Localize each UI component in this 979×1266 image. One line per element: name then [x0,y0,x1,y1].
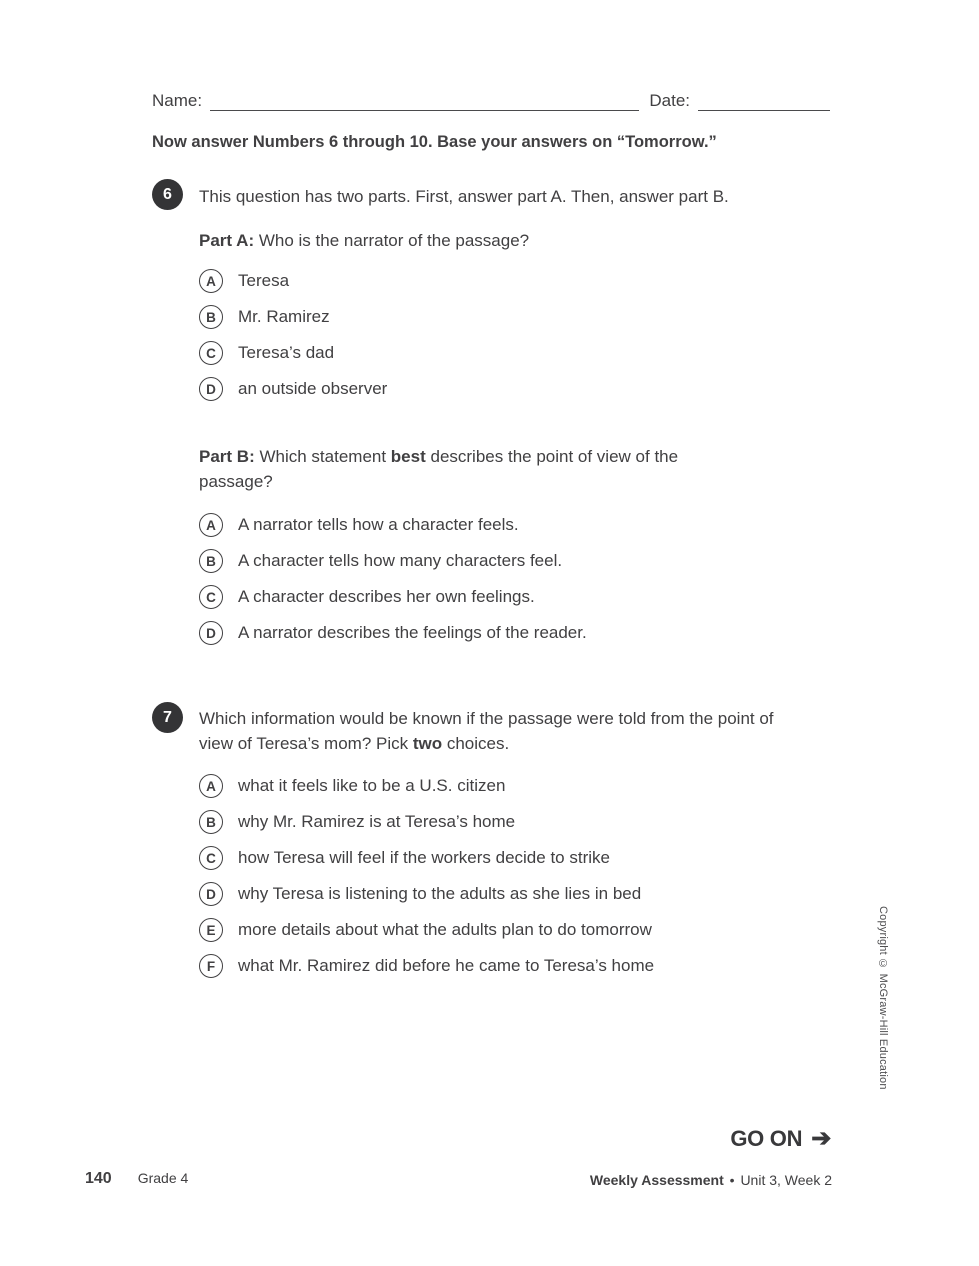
option-text-b: why Mr. Ramirez is at Teresa’s home [238,812,516,831]
option-text-b: A character tells how many characters feel. [238,551,563,570]
option-bubble-b[interactable]: B [199,305,223,329]
option-row-b [199,299,387,335]
directions-text: Now answer Numbers 6 through 10. Base your answers on “Tomorrow.” [152,133,717,151]
q7-options [199,768,654,984]
go-on-label: GO ON [730,1126,803,1151]
option-row-b [199,543,587,579]
page-number: 140 [85,1170,112,1187]
option-text-e: more details about what the adults plan to do tomorrow [238,920,652,939]
name-label: Name: [152,91,203,110]
option-text-d: why Teresa is listening to the adults as she lies in bed [238,884,642,903]
option-bubble-e[interactable]: E [199,918,223,942]
option-bubble-d[interactable]: D [199,882,223,906]
option-row-d [199,876,654,912]
question-7-prompt [199,702,811,756]
date-input-line[interactable] [698,92,830,111]
option-bubble-c[interactable]: C [199,341,223,365]
question-6-number-badge: 6 [152,179,183,210]
footer-left [85,1170,188,1188]
part-b-prompt-bold: best [390,447,426,466]
question-7 [152,702,811,756]
question-6 [152,179,859,210]
option-row-f [199,948,654,984]
q6-part-b-options [199,507,587,651]
option-row-e [199,912,654,948]
part-b-label: Part B: [199,447,255,466]
assessment-title: Weekly Assessment [589,1172,724,1188]
question-6-intro: This question has two parts. First, answer part A. Then, answer part B. [199,187,729,206]
part-b-heading [199,444,729,494]
option-bubble-c[interactable]: C [199,585,223,609]
grade-label: Grade 4 [137,1170,189,1186]
option-bubble-d[interactable]: D [199,377,223,401]
option-row-c [199,335,387,371]
date-label: Date: [649,91,690,110]
part-b-prompt-post: describes the point of view of the passage? [199,447,679,491]
part-a-label: Part A: [199,231,255,250]
option-text-d: an outside observer [238,379,388,398]
option-text-a: what it feels like to be a U.S. citizen [238,776,506,795]
option-row-d [199,615,587,651]
option-bubble-a[interactable]: A [199,269,223,293]
option-bubble-b[interactable]: B [199,810,223,834]
copyright-sidebar-text: Copyright © McGraw-Hill Education [877,906,889,1090]
option-bubble-a[interactable]: A [199,774,223,798]
option-text-d: A narrator describes the feelings of the reader. [238,623,587,642]
assessment-separator: • [729,1172,735,1188]
option-text-c: Teresa’s dad [238,343,335,362]
question-7-number-badge: 7 [152,702,183,733]
option-text-c: how Teresa will feel if the workers decide to strike [238,848,610,867]
part-b-prompt-pre: Which statement [259,447,391,466]
name-date-row [152,87,830,111]
option-bubble-a[interactable]: A [199,513,223,537]
option-text-c: A character describes her own feelings. [238,587,535,606]
option-bubble-b[interactable]: B [199,549,223,573]
option-text-b: Mr. Ramirez [238,307,330,326]
question-7-prompt-bold: two [412,734,443,753]
go-on-arrow-icon: ➔ [811,1125,831,1152]
question-7-prompt-pre: Which information would be known if the passage were told from the point of view of Teresa’s mom? Pick [199,709,774,753]
assessment-detail: Unit 3, Week 2 [740,1172,832,1188]
option-row-c [199,840,654,876]
q6-part-a-options [199,263,387,407]
footer-right [590,1172,832,1188]
option-row-a [199,768,654,804]
part-a-prompt: Who is the narrator of the passage? [258,231,530,250]
option-bubble-c[interactable]: C [199,846,223,870]
option-row-d [199,371,387,407]
name-input-line[interactable] [210,92,639,111]
question-7-prompt-post: choices. [442,734,510,753]
option-row-c [199,579,587,615]
option-text-f: what Mr. Ramirez did before he came to Teresa’s home [238,956,655,975]
option-row-a [199,507,587,543]
option-bubble-f[interactable]: F [199,954,223,978]
option-text-a: Teresa [238,271,290,290]
option-bubble-d[interactable]: D [199,621,223,645]
option-row-b [199,804,654,840]
option-row-a [199,263,387,299]
option-text-a: A narrator tells how a character feels. [238,515,519,534]
part-a-heading [199,228,759,253]
go-on-marker [730,1126,831,1152]
